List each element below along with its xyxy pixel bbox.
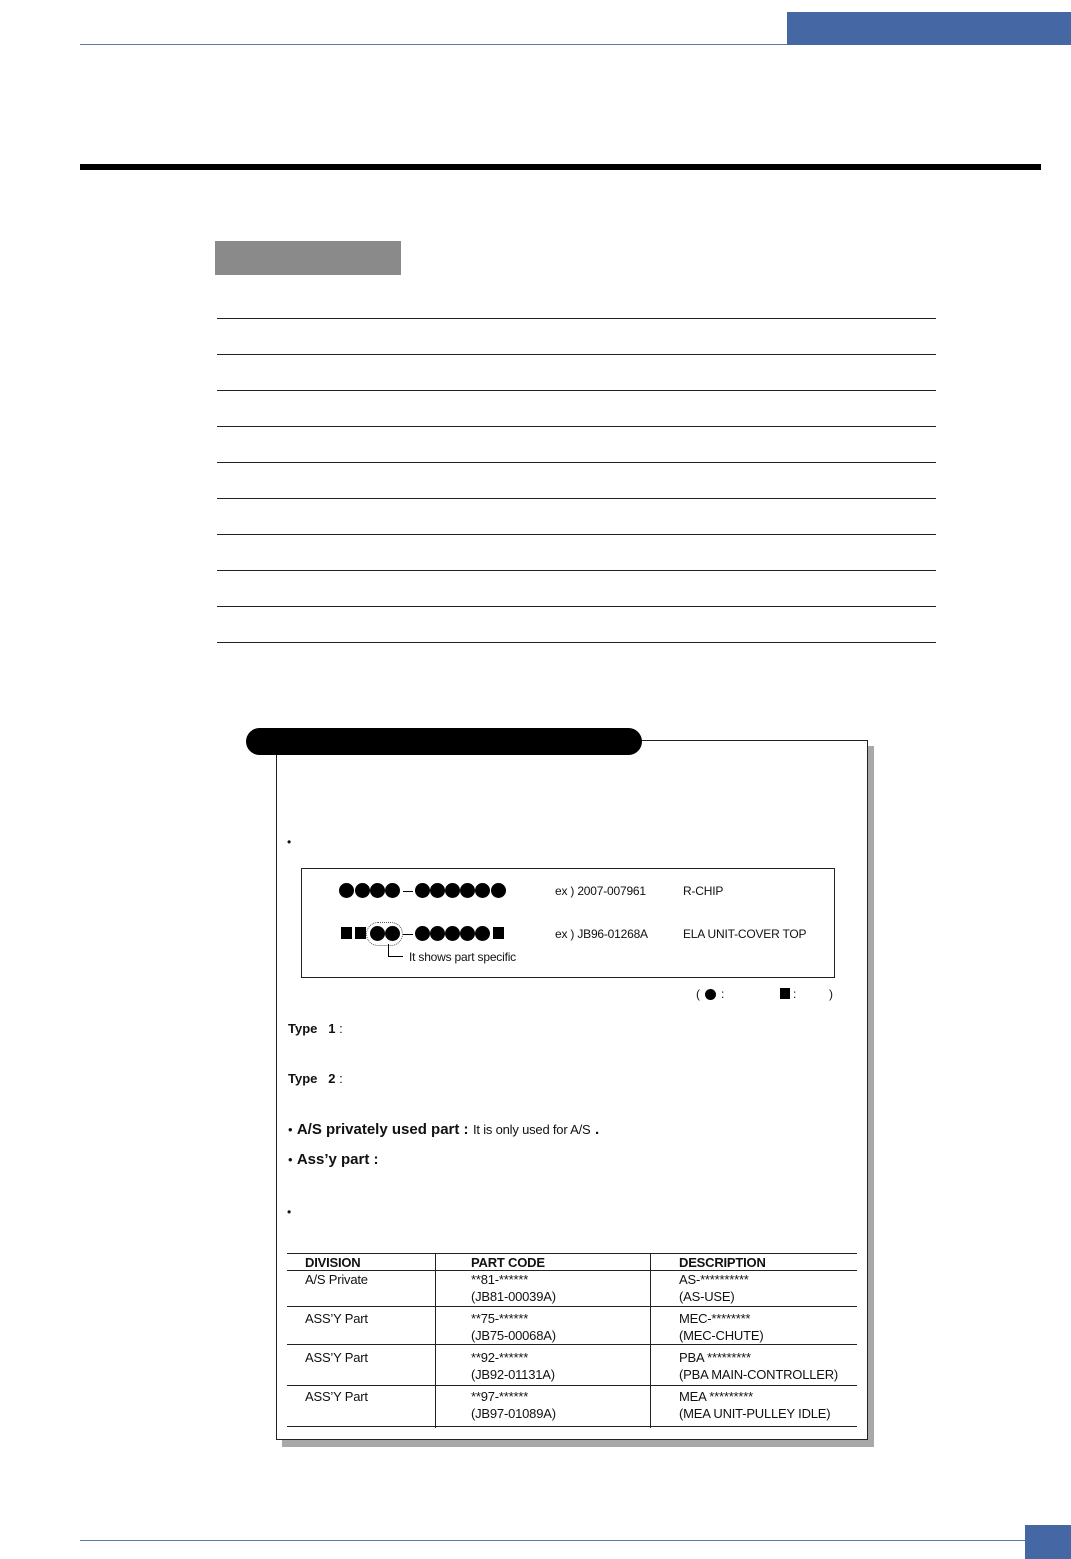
cell-desc-example: (MEA UNIT-PULLEY IDLE) — [679, 1406, 831, 1421]
section-label-box — [215, 241, 401, 275]
digit-dot — [460, 883, 475, 898]
cell-desc-example: (AS-USE) — [679, 1289, 735, 1304]
legend-square-icon — [780, 988, 790, 999]
legend-colon-2: : — [793, 987, 797, 1001]
type-2-label — [288, 1071, 343, 1086]
title-rule — [80, 164, 1041, 170]
col-header-part-code: PART CODE — [471, 1255, 545, 1270]
digit-dot — [415, 926, 430, 941]
digit-dot — [445, 926, 460, 941]
cell-division: A/S Private — [305, 1272, 368, 1287]
bullet: • — [287, 835, 292, 849]
as-private-definition — [288, 1121, 599, 1139]
definition-text: It is only used for A/S — [472, 1122, 591, 1137]
example-code-2: ex ) JB96-01268A — [555, 927, 648, 941]
definition-term: A/S privately used part : — [296, 1121, 469, 1138]
code-dash — [403, 891, 413, 892]
letter-square — [493, 927, 504, 939]
cell-code-example: (JB97-01089A) — [471, 1406, 556, 1421]
ruled-line — [217, 498, 936, 499]
example-desc-2: ELA UNIT-COVER TOP — [683, 927, 807, 941]
ruled-line — [217, 462, 936, 463]
type-word: Type — [288, 1071, 318, 1086]
type-1-label — [288, 1021, 343, 1036]
cell-desc: MEA ********* — [679, 1389, 753, 1404]
cell-desc-example: (MEC-CHUTE) — [679, 1328, 764, 1343]
cell-desc: PBA ********* — [679, 1350, 751, 1365]
cell-code: **75-****** — [471, 1311, 529, 1326]
cell-desc-example: (PBA MAIN-CONTROLLER) — [679, 1367, 839, 1382]
footer-rule — [80, 1540, 1025, 1541]
definition-term: Ass’y part : — [296, 1151, 379, 1168]
ruled-line — [217, 390, 936, 391]
digit-dot — [430, 926, 445, 941]
header-tab — [787, 12, 1071, 45]
ruled-line — [217, 354, 936, 355]
cell-code: **97-****** — [471, 1389, 529, 1404]
legend-dot-icon — [705, 989, 716, 1000]
part-code-card — [276, 740, 868, 1440]
table-rule — [287, 1344, 857, 1345]
legend-open-paren: ( — [696, 987, 700, 1001]
digit-dot — [339, 883, 354, 898]
cell-code: **92-****** — [471, 1350, 529, 1365]
card-title-pill — [246, 728, 642, 755]
cell-division: ASS’Y Part — [305, 1350, 368, 1365]
table-rule — [287, 1306, 857, 1307]
digit-dot — [475, 926, 490, 941]
table-divider — [435, 1253, 436, 1428]
letter-square — [341, 927, 352, 939]
cell-code: **81-****** — [471, 1272, 529, 1287]
type-colon: : — [339, 1021, 343, 1036]
example-code-1: ex ) 2007-007961 — [555, 884, 646, 898]
table-rule — [287, 1385, 857, 1386]
digit-dot — [370, 926, 385, 941]
example-desc-1: R-CHIP — [683, 884, 724, 898]
cell-desc: MEC-******** — [679, 1311, 751, 1326]
ruled-line — [217, 318, 936, 319]
cell-division: ASS’Y Part — [305, 1389, 368, 1404]
digit-dot — [385, 883, 400, 898]
assy-definition — [288, 1151, 379, 1169]
digit-dot — [475, 883, 490, 898]
cell-desc: AS-********** — [679, 1272, 749, 1287]
ruled-line — [217, 534, 936, 535]
definition-period: . — [594, 1121, 600, 1138]
callout-bracket — [388, 944, 403, 957]
part-specific-note: It shows part specific — [409, 950, 516, 964]
digit-dot — [385, 926, 400, 941]
type-number: 1 — [328, 1021, 336, 1036]
cell-code-example: (JB92-01131A) — [471, 1367, 555, 1382]
type-word: Type — [288, 1021, 318, 1036]
digit-dot — [415, 883, 430, 898]
ruled-line — [217, 642, 936, 643]
bullet: • — [288, 1152, 293, 1167]
cell-code-example: (JB75-00068A) — [471, 1328, 556, 1343]
digit-dot — [370, 883, 385, 898]
type-number: 2 — [328, 1071, 336, 1086]
table-divider — [650, 1253, 651, 1428]
digit-dot — [460, 926, 475, 941]
bullet: • — [287, 1205, 292, 1219]
digit-dot — [355, 883, 370, 898]
col-header-division: DIVISION — [305, 1255, 361, 1270]
letter-square — [355, 927, 366, 939]
table-rule — [287, 1426, 857, 1427]
type-colon: : — [339, 1071, 343, 1086]
legend-close-paren: ) — [829, 987, 833, 1001]
code-dash — [403, 934, 413, 935]
footer-page-tab — [1025, 1525, 1071, 1559]
cell-code-example: (JB81-00039A) — [471, 1289, 556, 1304]
ruled-line — [217, 570, 936, 571]
header-rule — [80, 44, 788, 45]
cell-division: ASS’Y Part — [305, 1311, 368, 1326]
ruled-line — [217, 606, 936, 607]
digit-dot — [445, 883, 460, 898]
legend-colon-1: : — [721, 987, 725, 1001]
bullet: • — [288, 1122, 293, 1137]
col-header-description: DESCRIPTION — [679, 1255, 766, 1270]
digit-dot — [491, 883, 506, 898]
digit-dot — [430, 883, 445, 898]
table-rule — [287, 1253, 857, 1254]
table-rule — [287, 1270, 857, 1271]
ruled-line — [217, 426, 936, 427]
